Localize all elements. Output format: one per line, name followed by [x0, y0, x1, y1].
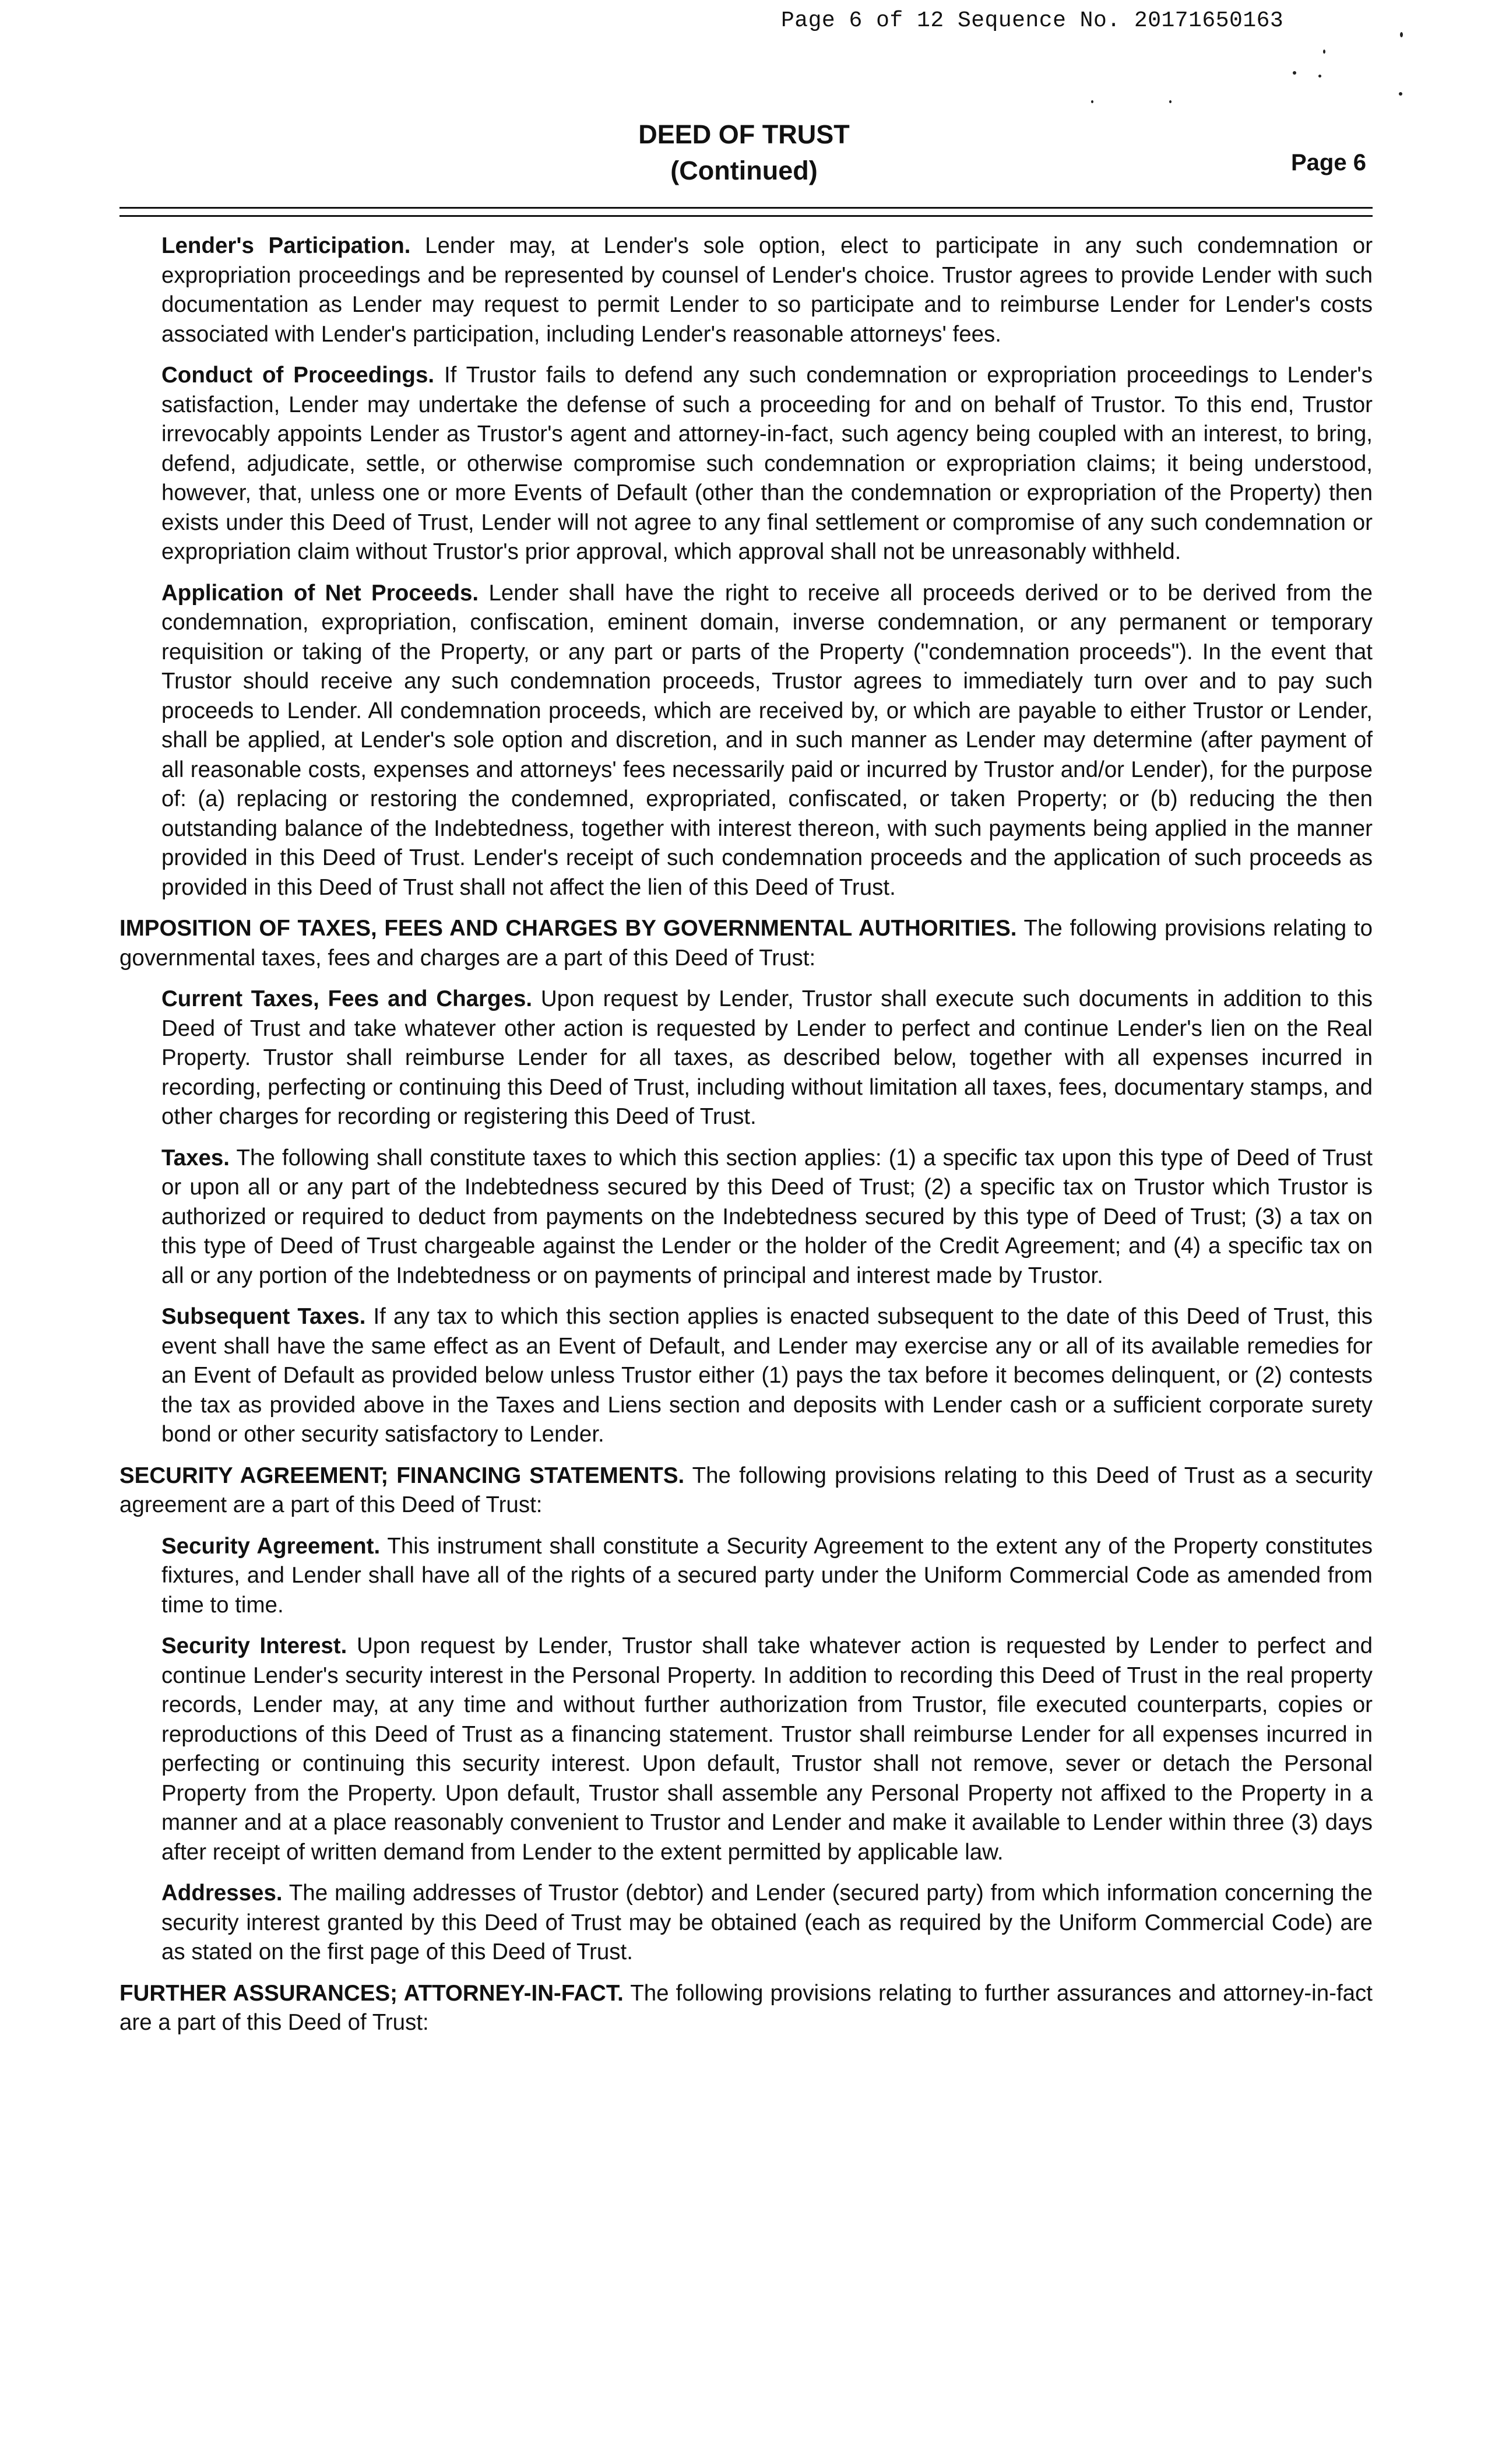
- section-heading: SECURITY AGREEMENT; FINANCING STATEMENTS.: [119, 1463, 685, 1488]
- paragraph-heading: Application of Net Proceeds.: [161, 580, 479, 606]
- paragraph-taxes: [161, 1144, 1373, 1291]
- document-subtitle: (Continued): [670, 156, 818, 185]
- paragraph-heading: Security Agreement.: [161, 1533, 381, 1559]
- section-text: The following provisions relating to this Deed of Trust as a security agreement are a part of this Deed of Trust:: [119, 1463, 1373, 1517]
- header-rule-top: [119, 207, 1373, 209]
- scan-speck: [1318, 75, 1321, 78]
- document-title: DEED OF TRUST: [638, 119, 850, 149]
- paragraph-lenders-participation: [161, 231, 1373, 349]
- section-text: The following provisions relating to governmental taxes, fees and charges are a part of this Deed of Trust:: [119, 916, 1373, 971]
- paragraph-addresses: [161, 1879, 1373, 1967]
- paragraph-text: This instrument shall constitute a Security Agreement to the extent any of the Property constitutes fixtures, and Lender shall have all of the rights of a secured party under the Uniform Commercial Code as amended from time to time.: [161, 1533, 1373, 1618]
- page-label: Page 6: [1291, 150, 1366, 175]
- section-heading: FURTHER ASSURANCES; ATTORNEY-IN-FACT.: [119, 1980, 624, 2006]
- paragraph-heading: Conduct of Proceedings.: [161, 363, 435, 388]
- paragraph-heading: Subsequent Taxes.: [161, 1304, 366, 1329]
- scan-speck: [1400, 32, 1403, 37]
- sequence-line: Page 6 of 12 Sequence No. 20171650163: [781, 8, 1284, 33]
- paragraph-text: Upon request by Lender, Trustor shall execute such documents in addition to this Deed of Trust and take whatever other action is requested by Lender to perfect and continue Lender's lien on the Real Property. Trustor shall reimburse Lender for all taxes, as described below, together with all expenses incurred in recording, perfecting or continuing this Deed of Trust, including without limitation all taxes, fees, documentary stamps, and other charges for recording or registering this Deed of Trust.: [161, 986, 1373, 1129]
- document-body: [119, 231, 1373, 2050]
- paragraph-heading: Current Taxes, Fees and Charges.: [161, 986, 533, 1011]
- paragraph-subsequent-taxes: [161, 1302, 1373, 1450]
- paragraph-security-interest: [161, 1632, 1373, 1867]
- document-title-block: [0, 117, 1488, 189]
- paragraph-heading: Security Interest.: [161, 1633, 347, 1658]
- section-further-assurances: [119, 1979, 1373, 2038]
- section-text: The following provisions relating to further assurances and attorney-in-fact are a part of this Deed of Trust:: [119, 1980, 1373, 2035]
- scan-speck: [1293, 71, 1296, 75]
- paragraph-current-taxes: [161, 985, 1373, 1132]
- paragraph-text: The mailing addresses of Trustor (debtor) and Lender (secured party) from which information concerning the security interest granted by this Deed of Trust may be obtained (each as required by the Uniform Commercial Code) are as stated on the first page of this Deed of Trust.: [161, 1880, 1373, 1964]
- paragraph-text: Upon request by Lender, Trustor shall take whatever action is requested by Lender to perfect and continue Lender's security interest in the Personal Property. In addition to recording this Deed of Trust in the real property records, Lender may, at any time and without further authorization from Trustor, file executed counterparts, copies or reproductions of this Deed of Trust as a financing statement. Trustor shall reimburse Lender for all expenses incurred in perfecting or continuing this security interest. Upon default, Trustor shall not remove, sever or detach the Personal Property from the Property. Upon default, Trustor shall assemble any Personal Property not affixed to the Property in a manner and at a place reasonably convenient to Trustor and Lender and make it available to Lender within three (3) days after receipt of written demand from Lender to the extent permitted by applicable law.: [161, 1633, 1373, 1865]
- paragraph-security-agreement: [161, 1532, 1373, 1621]
- paragraph-text: If Trustor fails to defend any such condemnation or expropriation proceedings to Lender's satisfaction, Lender may undertake the defense of such a proceeding for and on behalf of Trustor. To this end, Trustor irrevocably appoints Lender as Trustor's agent and attorney-in-fact, such agency being coupled with an interest, to bring, defend, adjudicate, settle, or otherwise compromise such condemnation or expropriation claims; it being understood, however, that, unless one or more Events of Default (other than the condemnation or expropriation of the Property) then exists under this Deed of Trust, Lender will not agree to any final settlement or compromise of any such condemnation or expropriation claim without Trustor's prior approval, which approval shall not be unreasonably withheld.: [161, 363, 1373, 564]
- section-imposition-of-taxes: [119, 914, 1373, 973]
- paragraph-text: Lender shall have the right to receive all proceeds derived or to be derived from the condemnation, expropriation, confiscation, eminent domain, inverse condemnation, or any permanent or temporary requisition or taking of the Property, or any part or parts of the Property ("condemnation proceeds"). In the event that Trustor should receive any such condemnation proceeds, Trustor agrees to immediately turn over and to pay such proceeds to Lender. All condemnation proceeds, which are received by, or which are payable to either Trustor or Lender, shall be applied, at Lender's sole option and discretion, and in such manner as Lender may determine (after payment of all reasonable costs, expenses and attorneys' fees necessarily paid or incurred by Trustor and/or Lender), for the purpose of: (a) replacing or restoring the condemned, expropriated, confiscated, or taken Property; or (b) reducing the then outstanding balance of the Indebtedness, together with interest thereon, with such payments being applied in the manner provided in this Deed of Trust. Lender's receipt of such condemnation proceeds and the application of such proceeds as provided in this Deed of Trust shall not affect the lien of this Deed of Trust.: [161, 580, 1373, 900]
- paragraph-heading: Addresses.: [161, 1880, 283, 1906]
- scan-speck: [1091, 100, 1093, 103]
- header-rule-bottom: [119, 215, 1373, 217]
- paragraph-text: If any tax to which this section applies is enacted subsequent to the date of this Deed of Trust, this event shall have the same effect as an Event of Default, and Lender may exercise any or all of its available remedies for an Event of Default as provided below unless Trustor either (1) pays the tax before it becomes delinquent, or (2) contests the tax as provided above in the Taxes and Liens section and deposits with Lender cash or a sufficient corporate surety bond or other security satisfactory to Lender.: [161, 1304, 1373, 1447]
- paragraph-conduct-of-proceedings: [161, 361, 1373, 567]
- scan-speck: [1169, 100, 1172, 103]
- scan-speck: [1323, 50, 1325, 54]
- scan-speck: [1399, 92, 1402, 96]
- paragraph-heading: Taxes.: [161, 1145, 230, 1171]
- paragraph-application-of-net-proceeds: [161, 579, 1373, 903]
- paragraph-heading: Lender's Participation.: [161, 233, 411, 258]
- paragraph-text: The following shall constitute taxes to which this section applies: (1) a specific tax upon this type of Deed of Trust or upon all or any part of the Indebtedness secured by this Deed of Trust; (2) a specific tax on Trustor which Trustor is authorized or required to deduct from payments on the Indebtedness secured by this type of Deed of Trust; (3) a tax on this type of Deed of Trust chargeable against the Lender or the holder of the Credit Agreement; and (4) a specific tax on all or any portion of the Indebtedness or on payments of principal and interest made by Trustor.: [161, 1145, 1373, 1288]
- paragraph-text: Lender may, at Lender's sole option, elect to participate in any such condemnation or expropriation proceedings and be represented by counsel of Lender's choice. Trustor agrees to provide Lender with such documentation as Lender may request to permit Lender to so participate and to reimburse Lender for Lender's costs associated with Lender's participation, including Lender's reasonable attorneys' fees.: [161, 233, 1373, 347]
- section-security-agreement: [119, 1461, 1373, 1520]
- section-heading: IMPOSITION OF TAXES, FEES AND CHARGES BY GOVERNMENTAL AUTHORITIES.: [119, 916, 1017, 941]
